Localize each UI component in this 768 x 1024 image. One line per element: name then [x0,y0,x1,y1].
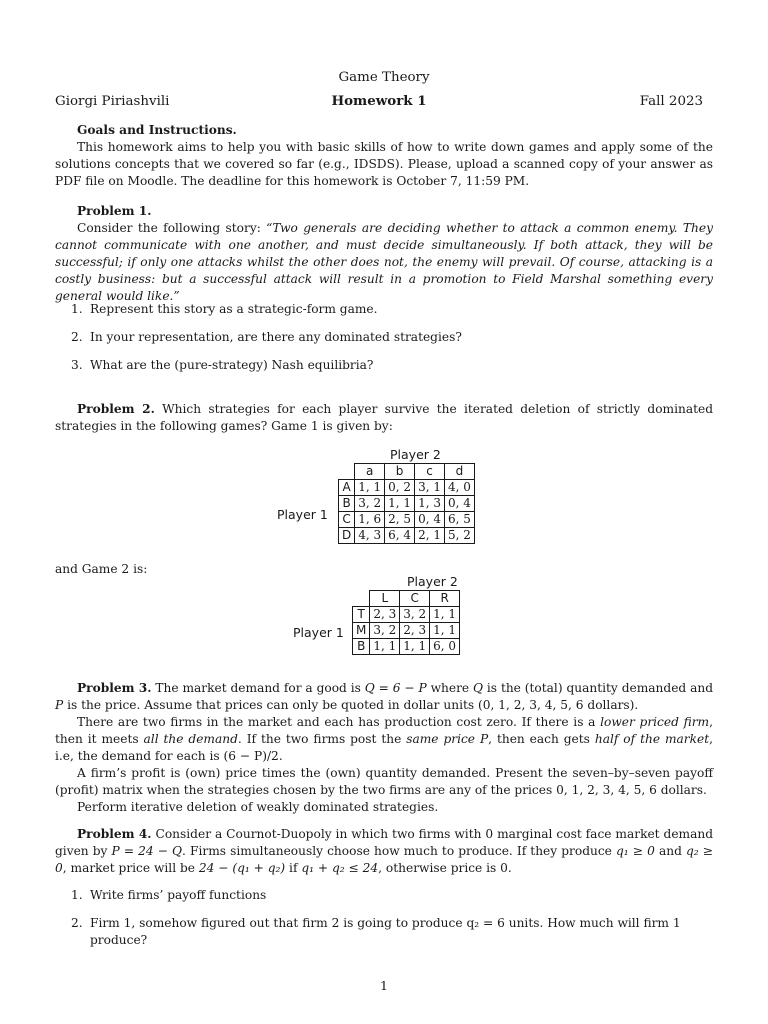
payoff-cell: 0, 4 [415,512,445,528]
payoff-cell: 1, 6 [355,512,385,528]
payoff-cell: 6, 0 [430,639,460,655]
problem3-para3: A firm’s profit is (own) price times the (own) quantity demanded. Present the seven–by–seven payoff (profit) matrix when the strategies chosen by the two firms are any of the prices 0, 1, 2, 3, 4, 5, 6 dollars. [55,766,713,797]
list-item: 3. What are the (pure-strategy) Nash equilibria? [71,358,374,372]
table-row [353,639,460,655]
problem4-section [55,826,713,877]
table-row [353,591,460,607]
payoff-cell: 0, 2 [385,480,415,496]
problem1-heading: Problem 1. [77,204,152,218]
problem1-section [55,203,713,305]
problem3-para4: Perform iterative deletion of weakly dominated strategies. [77,800,439,814]
payoff-cell: 1, 1 [430,607,460,623]
problem3-section [55,680,713,816]
row-label: A [339,480,355,496]
list-item: 1. Represent this story as a strategic-form game. [71,302,378,316]
problem3-heading: Problem 3. [77,681,152,695]
table-row [339,464,475,480]
table-row [339,512,475,528]
row-label: C [339,512,355,528]
game1-row-player: Player 1 [277,507,328,522]
payoff-cell: 4, 3 [355,528,385,544]
course-title: Game Theory [338,70,430,85]
col-label: b [385,464,415,480]
problem3-para2: There are two firms in the market and each has production cost zero. If there is a lower priced firm, then it meets all the demand. If the two firms post the same price P, then each gets half of the market, i.e, the demand for each is (6 − P)/2. [55,715,713,763]
table-row [339,528,475,544]
problem1-list [55,301,713,374]
payoff-cell: 3, 1 [415,480,445,496]
row-label: M [353,623,370,639]
col-label: a [355,464,385,480]
payoff-cell: 1, 1 [370,639,400,655]
problem2-text: Problem 2. Which strategies for each player survive the iterated deletion of strictly dominated strategies in the following games? Game 1 is given by: [55,402,714,433]
payoff-cell: 5, 2 [444,528,474,544]
row-label: D [339,528,355,544]
game2-col-player: Player 2 [407,574,458,589]
author-name: Giorgi Piriashvili [55,94,170,109]
problem2-heading: Problem 2. [77,402,155,416]
payoff-cell: 1, 1 [400,639,430,655]
problem2-section [55,401,713,435]
game1-table [338,463,475,544]
game1-col-player: Player 2 [390,447,441,462]
problem3-para1: Problem 3. The market demand for a good is Q = 6 − P where Q is the (total) quantity demanded and P is the price. Assume that prices can only be quoted in dollar units (0, 1, 2, 3, 4, 5, 6 dollars). [55,681,714,712]
list-item: 2. In your representation, are there any dominated strategies? [71,330,462,344]
col-label: d [444,464,474,480]
row-label: B [339,496,355,512]
problem4-list [55,887,713,949]
col-label: L [370,591,400,607]
payoff-cell: 6, 4 [385,528,415,544]
term: Fall 2023 [639,94,703,109]
col-label: R [430,591,460,607]
payoff-cell: 6, 5 [444,512,474,528]
problem1-intro: Consider the following story: [77,221,261,235]
payoff-cell: 1, 1 [385,496,415,512]
col-label: c [415,464,445,480]
col-label: C [400,591,430,607]
payoff-cell: 3, 2 [400,607,430,623]
payoff-cell: 2, 5 [385,512,415,528]
payoff-cell: 3, 2 [370,623,400,639]
table-row [353,623,460,639]
goals-heading: Goals and Instructions. [77,123,237,137]
page-number: 1 [380,978,388,993]
homework-title: Homework 1 [331,93,427,109]
payoff-cell: 2, 3 [400,623,430,639]
payoff-cell: 3, 2 [355,496,385,512]
payoff-cell: 1, 1 [430,623,460,639]
payoff-cell: 2, 1 [415,528,445,544]
game2-intro: and Game 2 is: [55,562,148,576]
problem1-text [55,220,713,305]
problem4-text: Problem 4. Consider a Cournot-Duopoly in which two firms with 0 marginal cost face market demand given by P = 24 − Q. Firms simultaneously choose how much to produce. If they produce q₁ ≥ 0 and q₂ ≥ 0, market price will be 24 − (q₁ + q₂) if q₁ + q₂ ≤ 24, otherwise price is 0. [55,827,714,875]
list-item: 2. Firm 1, somehow figured out that firm 2 is going to produce q₂ = 6 units. How much will firm 1 produce? [71,916,681,947]
row-label: T [353,607,370,623]
payoff-cell: 2, 3 [370,607,400,623]
table-row [339,496,475,512]
problem1-story: “Two generals are deciding whether to attack a common enemy. They cannot communicate with one another, and must decide simultaneously. If both attack, they will be successful; if only one attacks whilst the other does not, the enemy will prevail. Of course, attacking is a costly business: but a successful attack will result in a promotion to Field Marshal something every general would like.” [55,221,713,303]
game2-row-player: Player 1 [293,625,344,640]
payoff-cell: 1, 3 [415,496,445,512]
goals-text: This homework aims to help you with basic skills of how to write down games and apply some of the solutions concepts that we covered so far (e.g., IDSDS). Please, upload a scanned copy of your answer as PDF file on Moodle. The deadline for this homework is October 7, 11:59 PM. [55,140,713,188]
table-row [339,480,475,496]
payoff-cell: 0, 4 [444,496,474,512]
payoff-cell: 1, 1 [355,480,385,496]
goals-section [55,122,713,190]
row-label: B [353,639,370,655]
payoff-cell: 4, 0 [444,480,474,496]
table-row [353,607,460,623]
list-item: 1. Write firms’ payoff functions [71,888,267,902]
game2-table [352,590,460,655]
problem4-heading: Problem 4. [77,827,152,841]
